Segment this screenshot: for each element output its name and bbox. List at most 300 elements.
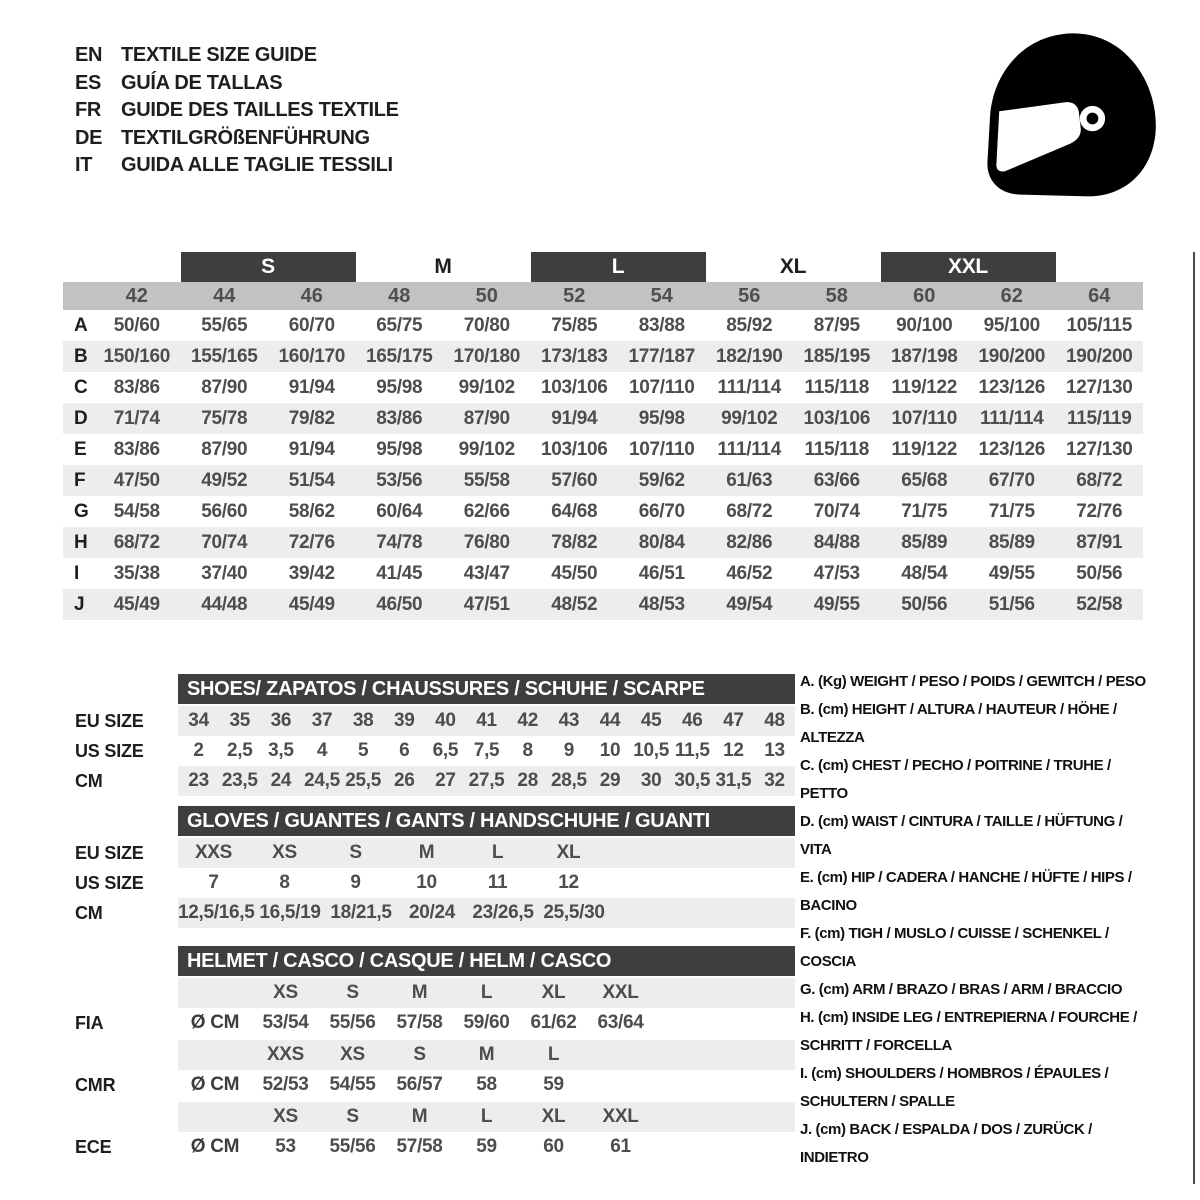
size-group-xxl: XXL — [881, 252, 1056, 282]
value-cell: 56/57 — [396, 1074, 443, 1095]
helmet-table-header: HELMET / CASCO / CASQUE / HELM / CASCO — [178, 946, 795, 976]
size-cell: 115/118 — [804, 376, 869, 398]
size-cell: 46/51 — [638, 562, 685, 584]
value-cell: 40 — [435, 710, 456, 731]
helmet-value-row — [178, 1070, 795, 1100]
size-cell: 155/165 — [190, 345, 258, 367]
legend-item: D. (cm) WAIST / CINTURA / TAILLE / HÜFTUNG / VITA — [800, 813, 1123, 858]
gloves-table-row — [178, 898, 795, 928]
size-column-header: 64 — [1088, 284, 1111, 307]
size-label-cell: XS — [273, 982, 298, 1003]
helmet-icon — [975, 28, 1161, 200]
row-label: D — [74, 407, 88, 429]
size-cell: 51/56 — [988, 593, 1035, 615]
value-cell: 32 — [764, 770, 785, 791]
size-cell: 72/76 — [1076, 500, 1123, 522]
size-row-j — [63, 589, 1143, 620]
size-cell: 95/98 — [376, 376, 423, 398]
value-cell: 11,5 — [674, 740, 710, 761]
size-cell: 83/86 — [113, 438, 160, 460]
size-cell: 55/65 — [201, 314, 248, 336]
value-cell: 37 — [311, 710, 333, 731]
value-cell: 3,5 — [268, 740, 294, 761]
size-cell: 115/119 — [1067, 407, 1132, 429]
size-cell: 49/52 — [201, 469, 248, 491]
size-cell: 127/130 — [1065, 438, 1133, 460]
size-cell: 63/66 — [813, 469, 860, 491]
size-cell: 107/110 — [628, 438, 695, 460]
size-cell: 56/60 — [201, 500, 248, 522]
size-cell: 71/74 — [113, 407, 160, 429]
size-cell: 119/122 — [891, 438, 958, 460]
value-cell: 54/55 — [329, 1074, 376, 1095]
size-cell: 49/55 — [988, 562, 1035, 584]
size-cell: 103/106 — [803, 407, 871, 429]
size-cell: 48/53 — [638, 593, 685, 615]
row-label: ECE — [75, 1136, 112, 1157]
helmet-size-row — [178, 1102, 795, 1132]
value-cell: 23/26,5 — [472, 902, 534, 923]
size-cell: 71/75 — [901, 500, 948, 522]
size-label-cell: XL — [541, 1106, 566, 1127]
helmet-value-row — [178, 1132, 795, 1162]
size-group-header-row — [63, 252, 1143, 282]
value-cell: 59 — [543, 1074, 564, 1095]
size-cell: 46/52 — [726, 562, 773, 584]
size-cell: 71/75 — [988, 500, 1035, 522]
size-cell: 111/114 — [717, 438, 781, 460]
row-label: CM — [75, 770, 103, 791]
value-cell: 27,5 — [468, 770, 505, 791]
size-cell: 85/89 — [901, 531, 948, 553]
row-label: B — [74, 345, 88, 367]
page-edge-line — [1193, 252, 1195, 1184]
value-cell: 9 — [350, 872, 361, 893]
size-cell: 85/92 — [726, 314, 773, 336]
size-row-a — [63, 310, 1143, 341]
size-cell: 87/95 — [813, 314, 860, 336]
size-cell: 68/72 — [1076, 469, 1123, 491]
size-cell: 91/94 — [288, 376, 335, 398]
size-cell: 103/106 — [540, 376, 608, 398]
size-cell: 91/94 — [288, 438, 335, 460]
value-cell: M — [418, 842, 435, 863]
size-cell: 54/58 — [113, 500, 160, 522]
row-label: FIA — [75, 1012, 104, 1033]
size-cell: 72/76 — [288, 531, 335, 553]
size-row-e — [63, 434, 1143, 465]
size-cell: 87/90 — [201, 438, 248, 460]
size-cell: 57/60 — [551, 469, 598, 491]
value-cell: 23 — [188, 770, 209, 791]
value-cell: 38 — [352, 710, 374, 731]
value-cell: 27 — [435, 770, 456, 791]
legend-item: I. (cm) SHOULDERS / HOMBROS / ÉPAULES / SCHULTERN / SPALLE — [800, 1065, 1109, 1110]
value-cell: 7,5 — [473, 740, 500, 761]
size-label-cell: XL — [541, 982, 566, 1003]
value-cell: 53/54 — [262, 1012, 309, 1033]
language-title: GUIDE DES TAILLES TEXTILE — [121, 99, 399, 121]
gloves-table-row — [178, 838, 795, 868]
value-cell: 39 — [394, 710, 415, 731]
value-cell: XS — [272, 842, 297, 863]
size-cell: 187/198 — [890, 345, 958, 367]
size-label-cell: M — [478, 1044, 495, 1065]
size-row-b — [63, 341, 1143, 372]
measurement-legend — [800, 668, 1154, 1172]
size-cell: 82/86 — [726, 531, 773, 553]
row-label: I — [74, 562, 79, 584]
size-cell: 105/115 — [1066, 314, 1133, 336]
size-cell: 55/58 — [463, 469, 510, 491]
legend-item: C. (cm) CHEST / PECHO / POITRINE / TRUHE / PETTO — [800, 757, 1111, 802]
helmet-size-row — [178, 978, 795, 1008]
size-cell: 53/56 — [376, 469, 423, 491]
value-cell: XXS — [194, 842, 233, 863]
size-cell: 39/42 — [288, 562, 335, 584]
size-column-header: 48 — [388, 284, 411, 307]
size-column-header: 44 — [213, 284, 236, 307]
size-cell: 74/78 — [376, 531, 423, 553]
helmet-size-row — [178, 1040, 795, 1070]
value-cell: 25,5 — [345, 770, 382, 791]
language-title: GUIDA ALLE TAGLIE TESSILI — [121, 154, 393, 176]
size-cell: 76/80 — [463, 531, 510, 553]
legend-item: B. (cm) HEIGHT / ALTURA / HAUTEUR / HÖHE / ALTEZZA — [800, 701, 1117, 746]
size-cell: 60/70 — [288, 314, 335, 336]
size-cell: 70/80 — [463, 314, 510, 336]
size-cell: 99/102 — [458, 438, 515, 460]
legend-item: E. (cm) HIP / CADERA / HANCHE / HÜFTE / HIPS / BACINO — [800, 869, 1132, 914]
size-label-cell: XS — [340, 1044, 365, 1065]
size-cell: 173/183 — [540, 345, 608, 367]
row-label: EU SIZE — [75, 710, 144, 731]
language-row — [75, 97, 399, 125]
size-number-header-row — [63, 282, 1143, 310]
size-cell: 37/40 — [201, 562, 248, 584]
value-cell: 46 — [681, 710, 703, 731]
value-cell: 57/58 — [396, 1012, 443, 1033]
size-cell: 90/100 — [896, 314, 953, 336]
value-cell: 2,5 — [226, 740, 253, 761]
visor-pivot-dot — [1087, 113, 1099, 125]
value-cell: 18/21,5 — [330, 902, 392, 923]
size-column-header: 46 — [300, 284, 323, 307]
language-row — [75, 42, 399, 70]
size-label-cell: M — [411, 1106, 428, 1127]
size-cell: 52/58 — [1076, 593, 1123, 615]
value-cell: 34 — [188, 710, 209, 731]
size-cell: 111/114 — [717, 376, 781, 398]
value-cell: 47 — [723, 710, 744, 731]
unit-cell: Ø CM — [190, 1136, 240, 1157]
row-label: US SIZE — [75, 872, 144, 893]
row-label: F — [74, 469, 86, 491]
value-cell: L — [491, 842, 504, 863]
size-column-header: 42 — [125, 284, 148, 307]
size-cell: 80/84 — [638, 531, 685, 553]
legend-item: F. (cm) TIGH / MUSLO / CUISSE / SCHENKEL / COSCIA — [800, 925, 1109, 970]
value-cell: 63/64 — [597, 1012, 644, 1033]
size-row-g — [63, 496, 1143, 527]
value-cell: 61 — [610, 1136, 631, 1157]
size-group-l: L — [531, 252, 706, 282]
size-cell: 65/75 — [376, 314, 423, 336]
value-cell: 23,5 — [221, 770, 258, 791]
value-cell: 10 — [416, 872, 437, 893]
language-row — [75, 125, 399, 153]
size-label-cell: XXL — [602, 982, 639, 1003]
size-column-header: 62 — [1000, 284, 1023, 307]
value-cell: 55/56 — [329, 1012, 376, 1033]
unit-cell: Ø CM — [190, 1074, 240, 1095]
language-title: GUÍA DE TALLAS — [121, 71, 283, 94]
size-cell: 35/38 — [113, 562, 160, 584]
size-label-cell: S — [346, 1106, 359, 1127]
value-cell: 43 — [558, 710, 580, 731]
language-code: ES — [75, 71, 102, 94]
value-cell: 12,5/16,5 — [178, 902, 255, 923]
value-cell: 57/58 — [396, 1136, 443, 1157]
value-cell: 24 — [270, 770, 292, 791]
size-cell: 170/180 — [453, 345, 521, 367]
size-cell: 75/85 — [551, 314, 598, 336]
size-row-i — [63, 558, 1143, 589]
size-cell: 95/100 — [983, 314, 1040, 336]
value-cell: 45 — [640, 710, 662, 731]
language-code: FR — [75, 99, 102, 121]
size-table-body — [63, 310, 1143, 620]
value-cell: 30,5 — [674, 770, 711, 791]
size-cell: 123/126 — [978, 376, 1046, 398]
gloves-table-row — [178, 868, 795, 898]
row-label: A — [74, 314, 88, 336]
value-cell: 10 — [599, 740, 621, 761]
size-cell: 58/62 — [288, 500, 335, 522]
size-cell: 150/160 — [103, 345, 171, 367]
size-cell: 47/51 — [463, 593, 510, 615]
size-group-m: M — [434, 255, 452, 278]
language-title: TEXTILGRÖßENFÜHRUNG — [121, 126, 370, 149]
size-label-cell: L — [480, 1106, 493, 1127]
value-cell: 7 — [208, 872, 219, 893]
size-cell: 115/118 — [804, 438, 869, 460]
language-row — [75, 70, 399, 98]
size-cell: 99/102 — [458, 376, 515, 398]
size-label-cell: XS — [273, 1106, 298, 1127]
shoes-table-row — [178, 766, 795, 796]
size-cell: 95/98 — [638, 407, 685, 429]
size-cell: 78/82 — [551, 531, 598, 553]
size-cell: 87/90 — [463, 407, 510, 429]
language-title: TEXTILE SIZE GUIDE — [121, 44, 317, 66]
shoes-table-row — [178, 706, 795, 736]
size-cell: 43/47 — [463, 562, 510, 584]
size-cell: 190/200 — [1065, 345, 1133, 367]
size-group-xl: XL — [779, 255, 807, 278]
size-cell: 66/70 — [638, 500, 685, 522]
size-cell: 45/49 — [113, 593, 160, 615]
size-cell: 47/50 — [113, 469, 160, 491]
textile-size-table — [63, 252, 1143, 620]
value-cell: 2 — [193, 740, 204, 761]
size-label-cell: L — [547, 1044, 560, 1065]
size-cell: 61/63 — [726, 469, 773, 491]
size-cell: 44/48 — [201, 593, 248, 615]
size-cell: 59/62 — [638, 469, 685, 491]
language-row — [75, 152, 399, 180]
size-cell: 67/70 — [988, 469, 1035, 491]
value-cell: 12 — [558, 872, 579, 893]
size-cell: 64/68 — [551, 500, 598, 522]
size-cell: 95/98 — [376, 438, 423, 460]
size-cell: 83/86 — [113, 376, 160, 398]
value-cell: 28,5 — [550, 770, 587, 791]
value-cell: 41 — [476, 710, 497, 731]
size-column-header: 56 — [738, 284, 761, 307]
size-cell: 107/110 — [891, 407, 958, 429]
size-cell: 65/68 — [901, 469, 948, 491]
size-row-h — [63, 527, 1143, 558]
size-cell: 62/66 — [463, 500, 510, 522]
size-cell: 68/72 — [113, 531, 160, 553]
value-cell: XL — [556, 842, 581, 863]
value-cell: 11 — [487, 872, 508, 893]
row-label: C — [74, 376, 88, 398]
value-cell: 25,5/30 — [543, 902, 605, 923]
size-label-cell: M — [411, 982, 428, 1003]
value-cell: 28 — [517, 770, 538, 791]
value-cell: 59/60 — [463, 1012, 510, 1033]
language-code: DE — [75, 126, 103, 149]
value-cell: 60 — [543, 1136, 564, 1157]
size-column-header: 50 — [475, 284, 498, 307]
value-cell: 35 — [229, 710, 250, 731]
size-cell: 45/49 — [288, 593, 335, 615]
size-label-cell: XXL — [602, 1106, 639, 1127]
helmet-value-row — [178, 1008, 795, 1038]
value-cell: 26 — [394, 770, 415, 791]
size-cell: 107/110 — [628, 376, 695, 398]
size-column-header: 54 — [650, 284, 673, 307]
value-cell: 8 — [522, 740, 533, 761]
size-cell: 48/52 — [551, 593, 598, 615]
size-cell: 45/50 — [551, 562, 598, 584]
size-row-c — [63, 372, 1143, 403]
legend-item: A. (Kg) WEIGHT / PESO / POIDS / GEWITCH / PESO — [800, 673, 1146, 690]
language-title-list — [75, 42, 399, 180]
size-cell: 103/106 — [540, 438, 608, 460]
legend-item: J. (cm) BACK / ESPALDA / DOS / ZURÜCK / INDIETRO — [800, 1121, 1092, 1166]
size-label-cell: S — [346, 982, 359, 1003]
value-cell: 13 — [764, 740, 785, 761]
size-cell: 83/88 — [638, 314, 685, 336]
legend-item: H. (cm) INSIDE LEG / ENTREPIERNA / FOURCHE / SCHRITT / FORCELLA — [800, 1009, 1137, 1054]
size-cell: 41/45 — [376, 562, 423, 584]
language-code: IT — [75, 154, 93, 176]
value-cell: 12 — [723, 740, 744, 761]
value-cell: 31,5 — [715, 770, 752, 791]
row-label: J — [74, 593, 85, 615]
shoes-table-header: SHOES/ ZAPATOS / CHAUSSURES / SCHUHE / SCARPE — [178, 674, 795, 704]
language-code: EN — [75, 44, 103, 66]
size-cell: 49/54 — [726, 593, 773, 615]
size-column-header: 58 — [825, 284, 848, 307]
size-cell: 84/88 — [813, 531, 860, 553]
size-cell: 87/90 — [201, 376, 248, 398]
size-column-header: 60 — [913, 284, 936, 307]
size-row-f — [63, 465, 1143, 496]
value-cell: 20/24 — [409, 902, 456, 923]
value-cell: 30 — [640, 770, 662, 791]
size-group-s: S — [181, 252, 356, 282]
size-cell: 190/200 — [978, 345, 1046, 367]
shoes-table-row — [178, 736, 795, 766]
size-cell: 47/53 — [813, 562, 860, 584]
value-cell: 6,5 — [432, 740, 459, 761]
size-cell: 70/74 — [201, 531, 248, 553]
size-cell: 119/122 — [891, 376, 958, 398]
size-cell: 68/72 — [726, 500, 773, 522]
value-cell: 55/56 — [329, 1136, 376, 1157]
value-cell: 58 — [476, 1074, 497, 1095]
size-label-cell: L — [480, 982, 493, 1003]
row-label: CM — [75, 902, 103, 923]
size-cell: 165/175 — [365, 345, 433, 367]
value-cell: 8 — [279, 872, 290, 893]
value-cell: 52/53 — [262, 1074, 309, 1095]
legend-item: G. (cm) ARM / BRAZO / BRAS / ARM / BRACCIO — [800, 981, 1123, 998]
size-column-header: 52 — [563, 284, 586, 307]
size-cell: 185/195 — [803, 345, 871, 367]
unit-cell: Ø CM — [190, 1012, 240, 1033]
size-label-cell: S — [413, 1044, 426, 1065]
row-label: US SIZE — [75, 740, 144, 761]
value-cell: 5 — [357, 740, 369, 761]
size-cell: 51/54 — [288, 469, 335, 491]
size-cell: 75/78 — [201, 407, 248, 429]
size-cell: 85/89 — [988, 531, 1035, 553]
size-cell: 182/190 — [715, 345, 783, 367]
size-cell: 50/56 — [1076, 562, 1123, 584]
value-cell: 24,5 — [304, 770, 340, 791]
gloves-table-header: GLOVES / GUANTES / GANTS / HANDSCHUHE / GUANTI — [178, 806, 795, 836]
size-cell: 177/187 — [628, 345, 696, 367]
size-cell: 91/94 — [551, 407, 598, 429]
value-cell: 16,5/19 — [259, 902, 321, 923]
value-cell: 44 — [599, 710, 621, 731]
row-label: H — [74, 531, 88, 553]
row-label: EU SIZE — [75, 842, 144, 863]
size-cell: 123/126 — [978, 438, 1046, 460]
value-cell: 59 — [476, 1136, 497, 1157]
size-cell: 60/64 — [376, 500, 423, 522]
size-cell: 48/54 — [901, 562, 948, 584]
value-cell: 6 — [399, 740, 410, 761]
value-cell: 29 — [599, 770, 621, 791]
value-cell: S — [349, 842, 362, 863]
size-cell: 70/74 — [813, 500, 860, 522]
value-cell: 61/62 — [530, 1012, 577, 1033]
size-cell: 160/170 — [278, 345, 346, 367]
size-cell: 87/91 — [1076, 531, 1123, 553]
size-cell: 83/86 — [376, 407, 423, 429]
size-label-cell: XXS — [266, 1044, 305, 1065]
size-cell: 46/50 — [376, 593, 423, 615]
value-cell: 9 — [563, 740, 574, 761]
size-cell: 79/82 — [288, 407, 335, 429]
value-cell: 42 — [517, 710, 538, 731]
